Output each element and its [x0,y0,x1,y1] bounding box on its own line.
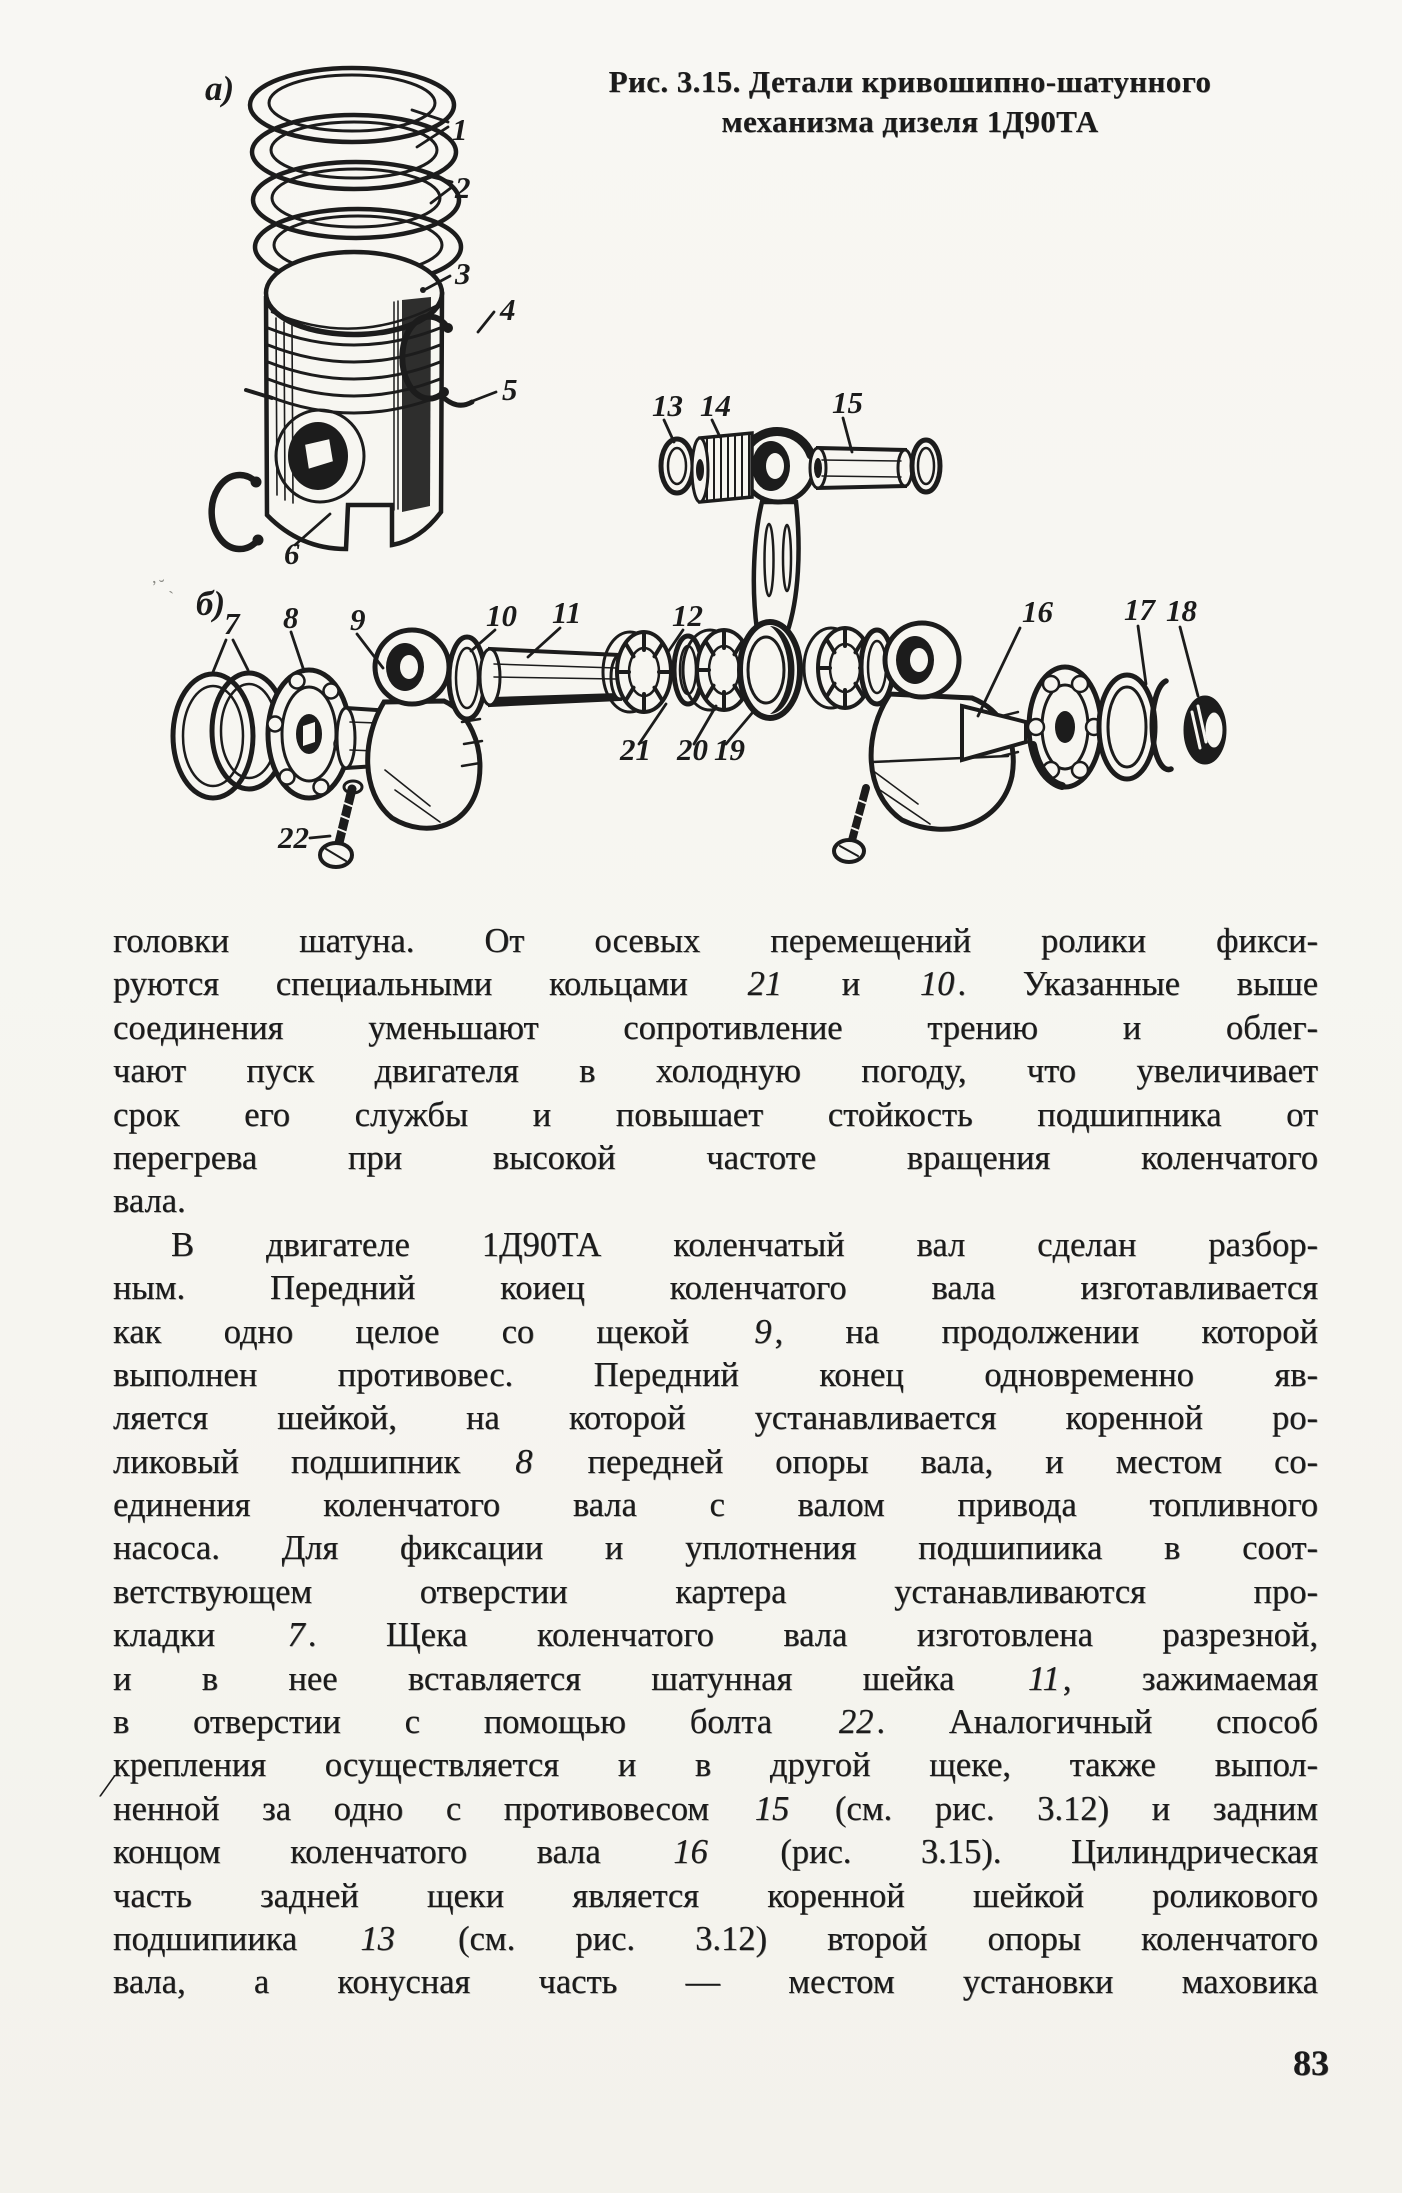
part-label-10: 10 [486,598,517,633]
text-line: ликовый подшипник 8 передней опоры вала, и местом со- [113,1442,1318,1481]
text-line: В двигателе 1Д90ТА коленчатый вал сделан разбор- [171,1225,1318,1264]
part-label-19: 19 [714,732,745,767]
part-label-2: 2 [455,170,471,205]
crankpin-11-drawing [480,649,629,705]
nut-18-drawing [1185,697,1225,763]
text-line: соединения уменьшают сопротивление трению и облег- [113,1008,1318,1047]
part-label-6: 6 [284,536,300,571]
text-line: насоса. Для фиксации и уплотнения подшипиика в соот- [113,1529,1318,1568]
page-number: 83 [1293,2043,1329,2083]
text-line: как одно целое со щекой 9, на продолжении которой [113,1312,1318,1351]
rear-bearing-drawing [1028,667,1102,787]
figure-caption-line1: Рис. 3.15. Детали кривошипно-шатунного [608,64,1212,99]
part-label-14: 14 [700,388,731,423]
part-label-21: 21 [620,732,651,767]
part-label-20: 20 [677,732,708,767]
text-line: ветствующем отверстии картера устанавливаются про- [113,1572,1318,1611]
part-label-13: 13 [652,388,683,423]
text-line: вала, а конусная часть — местом установки маховика [113,1963,1318,2002]
text-line: единения коленчатого вала с валом привода топливного [113,1486,1318,1525]
text-line: руются специальными кольцами 21 и 10. Указанные выше [113,965,1319,1004]
section-label-a: а) [205,69,235,108]
body-text [113,920,1318,2005]
part-label-17: 17 [1124,592,1155,627]
part-label-3: 3 [455,256,471,291]
part-label-22: 22 [278,820,309,855]
text-line: ляется шейкой, на которой устанавливается коренной ро- [113,1399,1318,1438]
text-line: крепления осуществляется и в другой щеке, также выпол- [113,1746,1318,1785]
splined-bushing-14-drawing [692,433,752,502]
text-line: концом коленчатого вала 16 (рис. 3.15). Цилиндрическая [113,1833,1318,1872]
figure-caption [555,62,1265,142]
text-line: часть задней щеки является коренной шейкой роликового [113,1876,1318,1915]
part-label-8: 8 [283,600,299,635]
circlip-6-drawing [212,475,262,549]
pin-keeper-5-drawing [444,398,472,405]
part-label-16: 16 [1022,594,1053,629]
rear-bolt-drawing [834,788,868,862]
part-label-9: 9 [350,602,366,637]
text-line: чают пуск двигателя в холодную погоду, что увеличивает [113,1052,1318,1091]
text-line: перегрева при высокой частоте вращения коленчатого [113,1138,1318,1177]
text-line: вала. [113,1182,186,1221]
part-label-4: 4 [500,292,516,327]
text-line: ным. Передний коиец коленчатого вала изготавливается [113,1269,1318,1308]
figure-caption-line2: механизма дизеля 1Д90ТА [721,104,1099,139]
margin-mark: / [99,1767,115,1806]
text-line: срок его службы и повышает стойкость подшипника от [113,1095,1318,1134]
text-line: ненной за одно с противовесом 15 (см. рис. 3.12) и задним [113,1789,1318,1828]
section-label-b: б) [196,584,226,623]
ink-smudge: ʼ˘ˎ [150,574,177,597]
text-line: подшипиика 13 (см. рис. 3.12) второй опоры коленчатого [113,1919,1318,1958]
part-label-15: 15 [832,385,863,420]
part-label-1: 1 [452,112,468,147]
part-label-18: 18 [1166,593,1197,628]
part-label-11: 11 [552,595,582,630]
text-line: выполнен противовес. Передний конец одновременно яв- [113,1355,1318,1394]
ring-13-drawing [661,439,693,493]
ring-17-drawing [1099,675,1171,779]
part-label-5: 5 [502,372,518,407]
text-line: и в нее вставляется шатунная шейка 11, зажимаемая [113,1659,1318,1698]
part-label-12: 12 [672,598,703,633]
text-line: кладки 7. Щека коленчатого вала изготовлена разрезной, [113,1616,1318,1655]
part-label-7: 7 [224,606,240,641]
text-line: в отверстии с помощью болта 22. Аналогичный способ [113,1703,1319,1742]
text-line: головки шатуна. От осевых перемещений ролики фикси- [113,922,1318,960]
piston-drawing [246,252,442,549]
piston-pin-15-drawing [810,440,940,492]
